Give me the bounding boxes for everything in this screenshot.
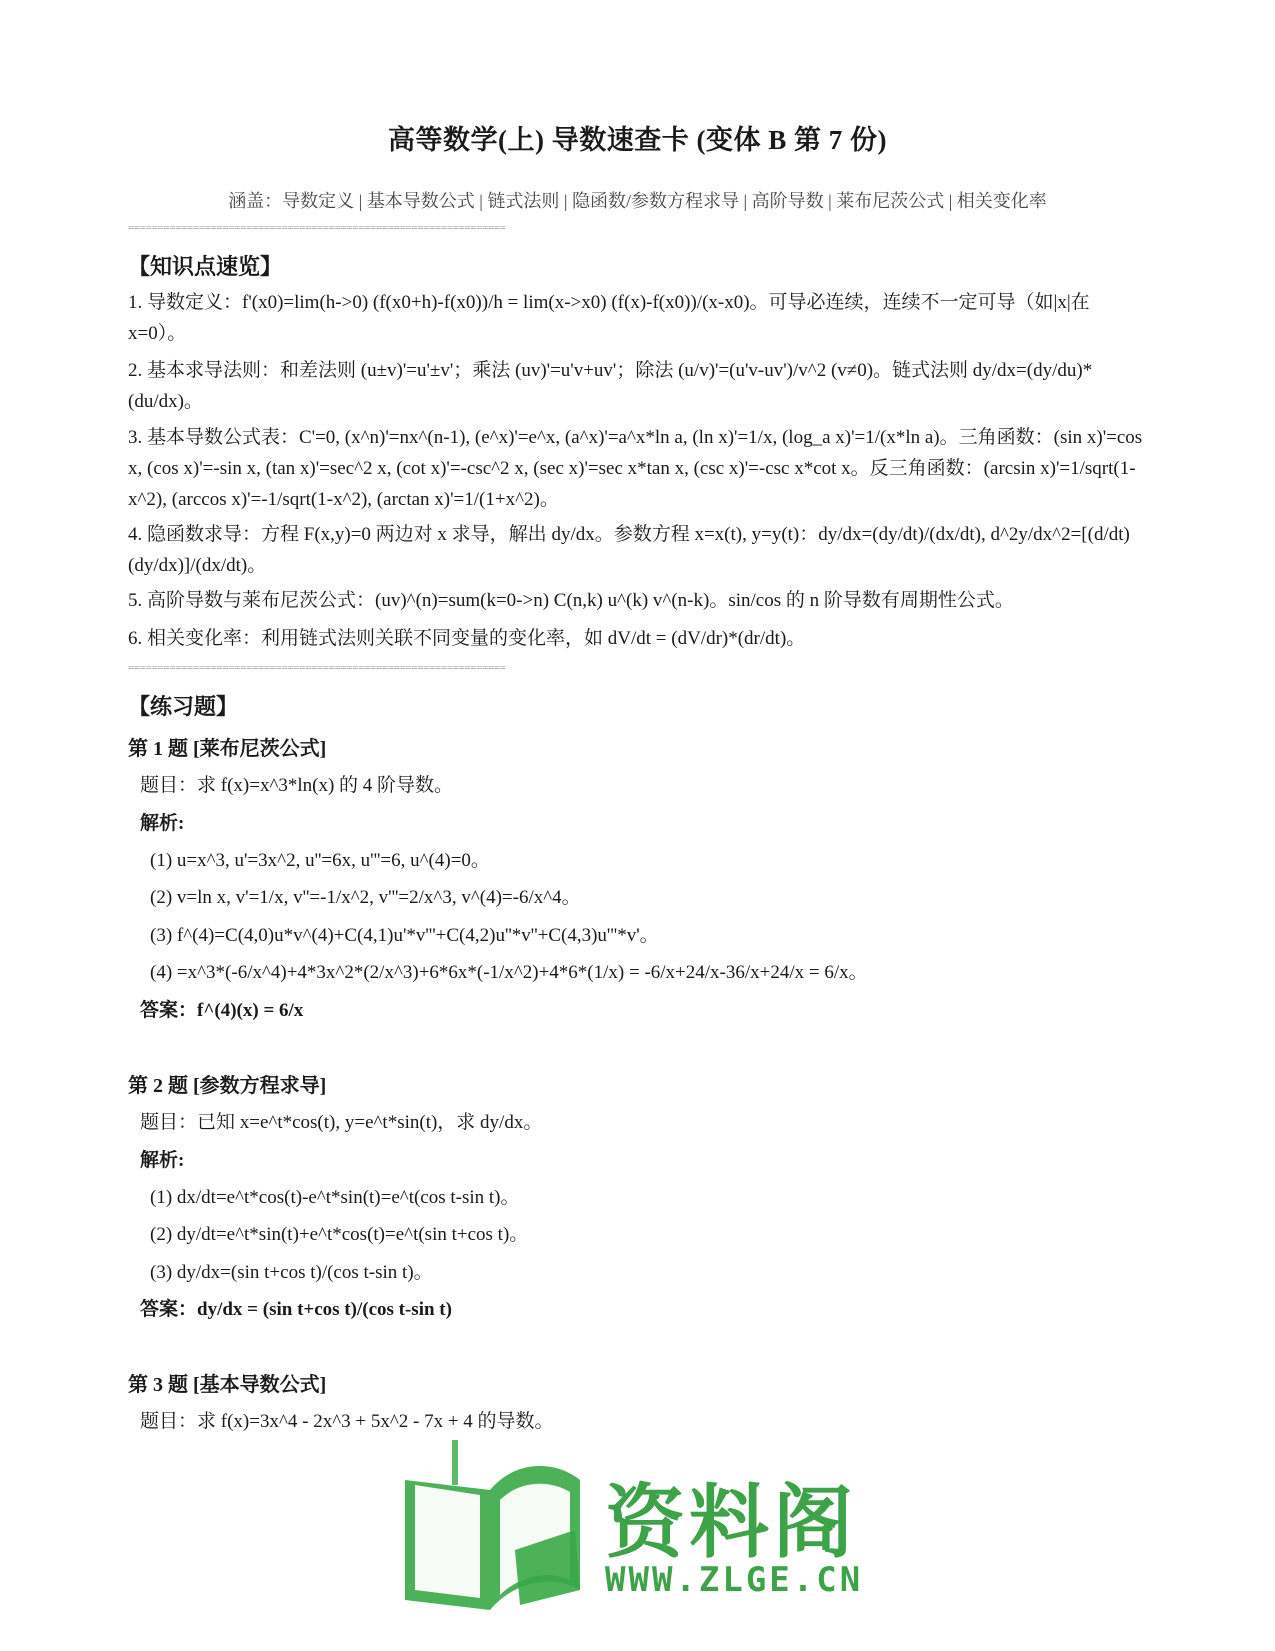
practice-heading: 【练习题】: [128, 694, 239, 719]
answer-label: 答案：: [140, 1299, 198, 1320]
knowledge-item: 2. 基本求导法则：和差法则 (u±v)'=u'±v'；乘法 (uv)'=u'v+uv'；除法 (u/v)'=(u'v-uv')/v^2 (v≠0)。链式法则 dy/dx=(dy/du)*(du/dx)。: [128, 360, 1093, 412]
solution-step: (3) dy/dx=(sin t+cos t)/(cos t-sin t)。: [150, 1262, 433, 1283]
knowledge-item: 1. 导数定义：f'(x0)=lim(h->0) (f(x0+h)-f(x0))/h = lim(x->x0) (f(x)-f(x0))/(x-x0)。可导必连续，连续不一定可导（如|x|在 x=0）。: [128, 292, 1090, 344]
divider-rule: ================================================================: [128, 662, 506, 674]
answer-line: [140, 995, 303, 1022]
analysis-label: 解析:: [140, 1150, 185, 1171]
analysis-label: 解析:: [140, 813, 185, 834]
solution-step: (1) u=x^3, u'=3x^2, u''=6x, u'''=6, u^(4)=0。: [150, 850, 490, 871]
knowledge-item: 4. 隐函数求导：方程 F(x,y)=0 两边对 x 求导，解出 dy/dx。参数方程 x=x(t), y=y(t)：dy/dx=(dy/dt)/(dx/dt), d^2y/dx^2=[(d/dt)(dy/dx)]/(dx/dt)。: [128, 524, 1130, 576]
question-3-title: 第 3 题 [基本导数公式]: [128, 1374, 327, 1396]
answer-value: dy/dx = (sin t+cos t)/(cos t-sin t): [197, 1299, 452, 1320]
watermark-name: 资料阁: [605, 1476, 857, 1569]
solution-step: (4) =x^3*(-6/x^4)+4*3x^2*(2/x^3)+6*6x*(-1/x^2)+4*6*(1/x) = -6/x+24/x-36/x+24/x = 6/x。: [150, 962, 868, 983]
solution-step: (1) dx/dt=e^t*cos(t)-e^t*sin(t)=e^t(cos t-sin t)。: [150, 1187, 520, 1208]
question-2-text: 题目：已知 x=e^t*cos(t), y=e^t*sin(t)，求 dy/dx。: [140, 1112, 543, 1133]
question-3-text: 题目：求 f(x)=3x^4 - 2x^3 + 5x^2 - 7x + 4 的导数。: [140, 1411, 554, 1432]
divider-rule: ================================================================: [128, 222, 506, 234]
watermark-logo: [395, 1440, 875, 1610]
question-2-title: 第 2 题 [参数方程求导]: [128, 1075, 327, 1097]
question-1-text: 题目：求 f(x)=x^3*ln(x) 的 4 阶导数。: [140, 775, 454, 796]
open-book-icon: [395, 1440, 595, 1610]
answer-value: f^(4)(x) = 6/x: [197, 1000, 304, 1021]
page-subtitle: 涵盖：导数定义 | 基本导数公式 | 链式法则 | 隐函数/参数方程求导 | 高阶导数 | 莱布尼茨公式 | 相关变化率: [228, 191, 1047, 211]
knowledge-item: 5. 高阶导数与莱布尼茨公式：(uv)^(n)=sum(k=0->n) C(n,k) u^(k) v^(n-k)。sin/cos 的 n 阶导数有周期性公式。: [128, 590, 1014, 611]
watermark-url: WWW.ZLGE.CN: [605, 1560, 864, 1600]
solution-step: (3) f^(4)=C(4,0)u*v^(4)+C(4,1)u'*v'''+C(4,2)u''*v''+C(4,3)u'''*v'。: [150, 925, 659, 946]
solution-step: (2) dy/dt=e^t*sin(t)+e^t*cos(t)=e^t(sin t+cos t)。: [150, 1224, 529, 1245]
answer-label: 答案：: [140, 1000, 198, 1021]
solution-step: (2) v=ln x, v'=1/x, v''=-1/x^2, v'''=2/x^3, v^(4)=-6/x^4。: [150, 887, 581, 908]
knowledge-item: 3. 基本导数公式表：C'=0, (x^n)'=nx^(n-1), (e^x)'=e^x, (a^x)'=a^x*ln a, (ln x)'=1/x, (log_a x)'=1/(x*ln a)。三角函数：(sin x)'=cos x, (cos x)'=-sin x, (tan x)'=sec^2 x, (cot x)'=-csc^2 x, (sec x)'=sec x*tan x, (csc x)'=-csc x*cot x。反三角函数：(arcsin x)'=1/sqrt(1-x^2), (arccos x)'=-1/sqrt(1-x^2), (arctan x)'=1/(1+x^2)。: [128, 427, 1143, 510]
question-1-title: 第 1 题 [莱布尼茨公式]: [128, 738, 327, 760]
answer-line: [140, 1294, 452, 1321]
knowledge-item: 6. 相关变化率：利用链式法则关联不同变量的变化率，如 dV/dt = (dV/dr)*(dr/dt)。: [128, 628, 806, 649]
knowledge-heading: 【知识点速览】: [128, 254, 283, 279]
page-title: 高等数学(上) 导数速查卡 (变体 B 第 7 份): [388, 125, 887, 155]
